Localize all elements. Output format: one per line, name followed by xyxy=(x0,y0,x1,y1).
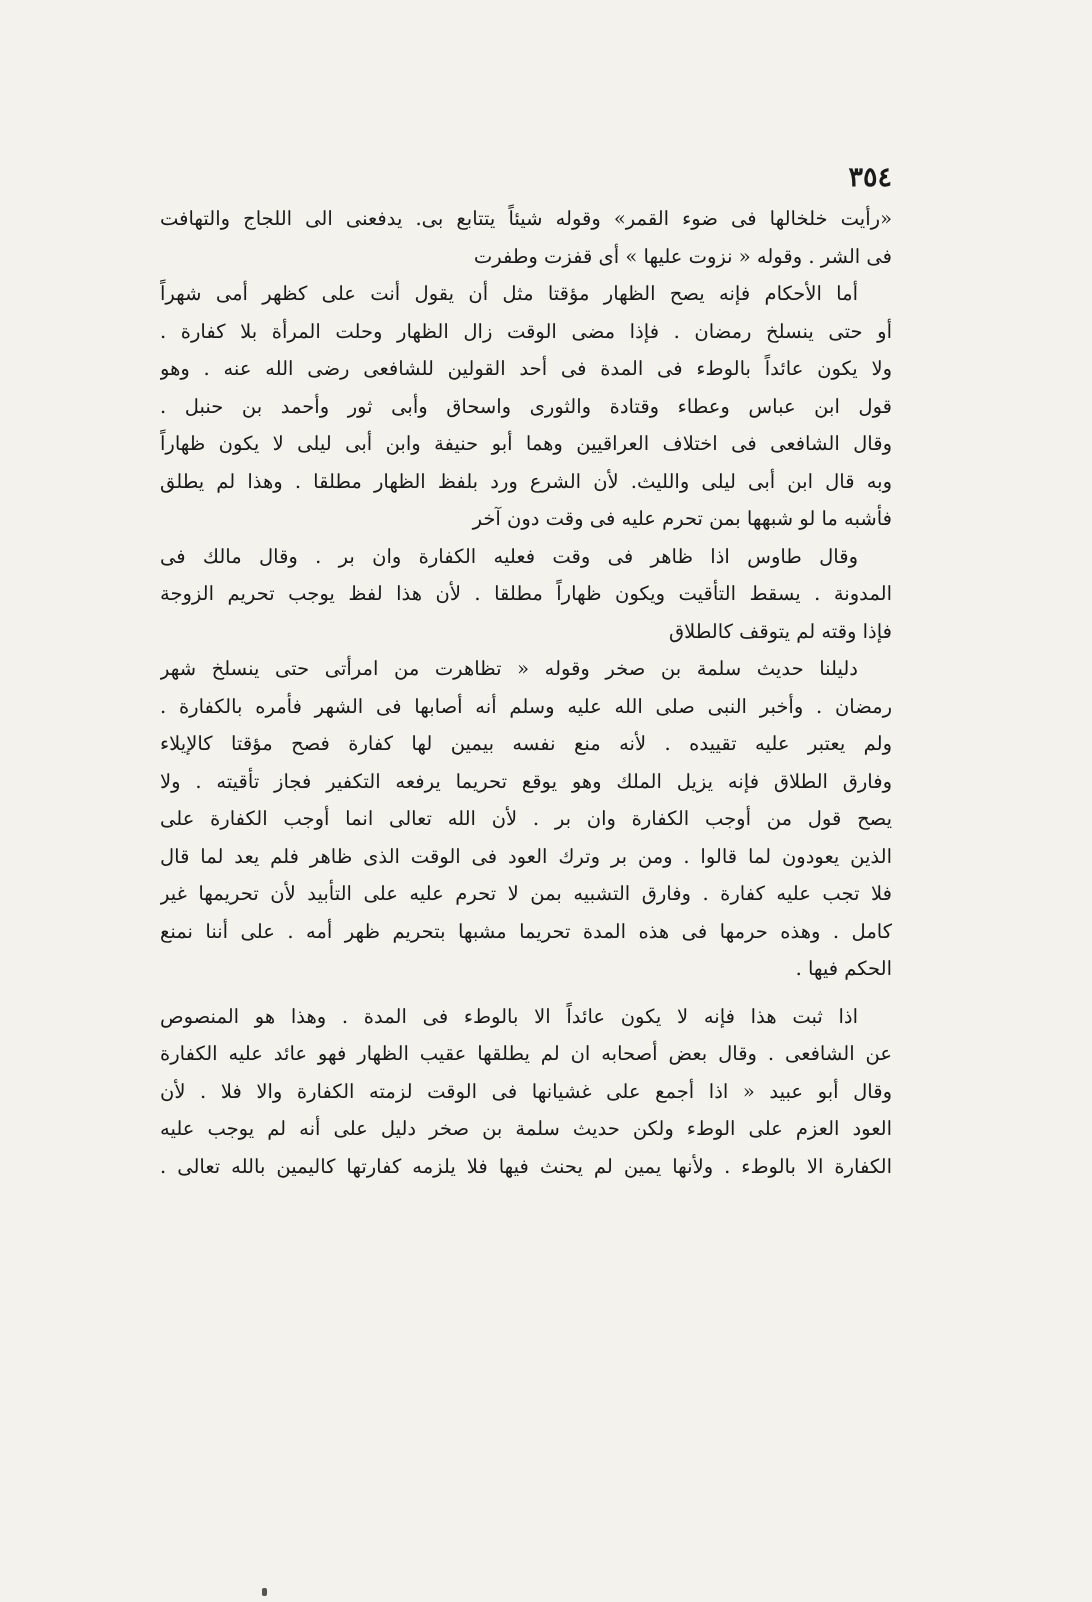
paragraph-2 xyxy=(160,275,892,538)
paragraph-5 xyxy=(160,998,892,1186)
text-line: فلا تجب عليه كفارة . وفارق التشبيه بمن لا تحرم عليه على التأبيد لأن تحريمها غير xyxy=(160,882,892,905)
book-page xyxy=(160,158,892,1538)
page-number: ٣٥٤ xyxy=(848,162,892,193)
text-line: «رأيت خلخالها فى ضوء القمر» وقوله شيئاً يتتابع بى. يدفعنى الى اللجاج والتهافت xyxy=(160,207,892,230)
text-line: رمضان . وأخبر النبى صلى الله عليه وسلم أنه أصابها فى الشهر فأمره بالكفارة . xyxy=(160,694,892,718)
paragraph-1 xyxy=(160,200,892,275)
text-line: أما الأحكام فإنه يصح الظهار مؤقتا مثل أن يقول أنت على كظهر أمى شهراً xyxy=(160,282,858,305)
text-line: دليلنا حديث سلمة بن صخر وقوله « تظاهرت من امرأتى حتى ينسلخ شهر xyxy=(160,657,858,680)
text-line: المدونة . يسقط التأقيت ويكون ظهاراً مطلقا . لأن هذا لفظ يوجب تحريم الزوجة xyxy=(160,582,892,605)
text-line: ولا يكون عائداً بالوطء فى المدة فى أحد القولين للشافعى رضى الله عنه . وهو xyxy=(160,357,892,380)
text-line: العود العزم على الوطء ولكن حديث سلمة بن صخر دليل على أنه لم يوجب عليه xyxy=(160,1117,892,1140)
text-line: الذين يعودون لما قالوا . ومن بر وترك العود فى الوقت الذى ظاهر فلم يعد لما قال xyxy=(160,844,892,868)
text-line: اذا ثبت هذا فإنه لا يكون عائداً الا بالوطء فى المدة . وهذا هو المنصوص xyxy=(160,1004,858,1028)
text-line: وقال طاوس اذا ظاهر فى وقت فعليه الكفارة وان بر . وقال مالك فى xyxy=(160,544,858,568)
text-line: الكفارة الا بالوطء . ولأنها يمين لم يحنث فيها فلا يلزمه كفارتها كاليمين بالله تعالى . xyxy=(160,1154,892,1178)
ink-speck xyxy=(262,1588,267,1596)
text-line: وقال أبو عبيد « اذا أجمع على غشيانها فى الوقت لزمته الكفارة والا فلا . لأن xyxy=(160,1079,892,1103)
text-line: كامل . وهذه حرمها فى هذه المدة تحريما مشبها بتحريم ظهر أمه . على أننا نمنع xyxy=(160,919,892,943)
text-line: قول ابن عباس وعطاء وقتادة والثورى واسحاق وأبى ثور وأحمد بن حنبل . xyxy=(160,394,892,418)
paragraph-3 xyxy=(160,538,892,651)
text-line: فإذا وقته لم يتوقف كالطلاق xyxy=(669,619,892,643)
text-line: فأشبه ما لو شبهها بمن تحرم عليه فى وقت دون آخر xyxy=(472,507,892,530)
body-text xyxy=(160,200,892,1185)
text-line: فى الشر . وقوله « نزوت عليها » أى قفزت وطفرت xyxy=(473,244,892,268)
text-line: أو حتى ينسلخ رمضان . فإذا مضى الوقت زال الظهار وحلت المرأة بلا كفارة . xyxy=(160,319,892,343)
text-line: الحكم فيها . xyxy=(795,957,892,980)
text-line: وفارق الطلاق فإنه يزيل الملك وهو يوقع تحريما يرفعه التكفير فجاز تأقيته . ولا xyxy=(160,769,892,793)
text-line: وبه قال ابن أبى ليلى والليث. لأن الشرع ورد بلفظ الظهار مطلقا . وهذا لم يطلق xyxy=(160,469,892,493)
paragraph-4 xyxy=(160,650,892,988)
text-line: ولم يعتبر عليه تقييده . لأنه منع نفسه بيمين لها كفارة فصح مؤقتا كالإيلاء xyxy=(160,732,892,755)
text-line: وقال الشافعى فى اختلاف العراقيين وهما أبو حنيفة وابن أبى ليلى لا يكون ظهاراً xyxy=(160,432,892,455)
text-line: يصح قول من أوجب الكفارة وان بر . لأن الله تعالى انما أوجب الكفارة على xyxy=(160,807,892,830)
paragraph-spacer xyxy=(160,988,892,998)
text-line: عن الشافعى . وقال بعض أصحابه ان لم يطلقها عقيب الظهار فهو عائد عليه الكفارة xyxy=(160,1042,892,1065)
